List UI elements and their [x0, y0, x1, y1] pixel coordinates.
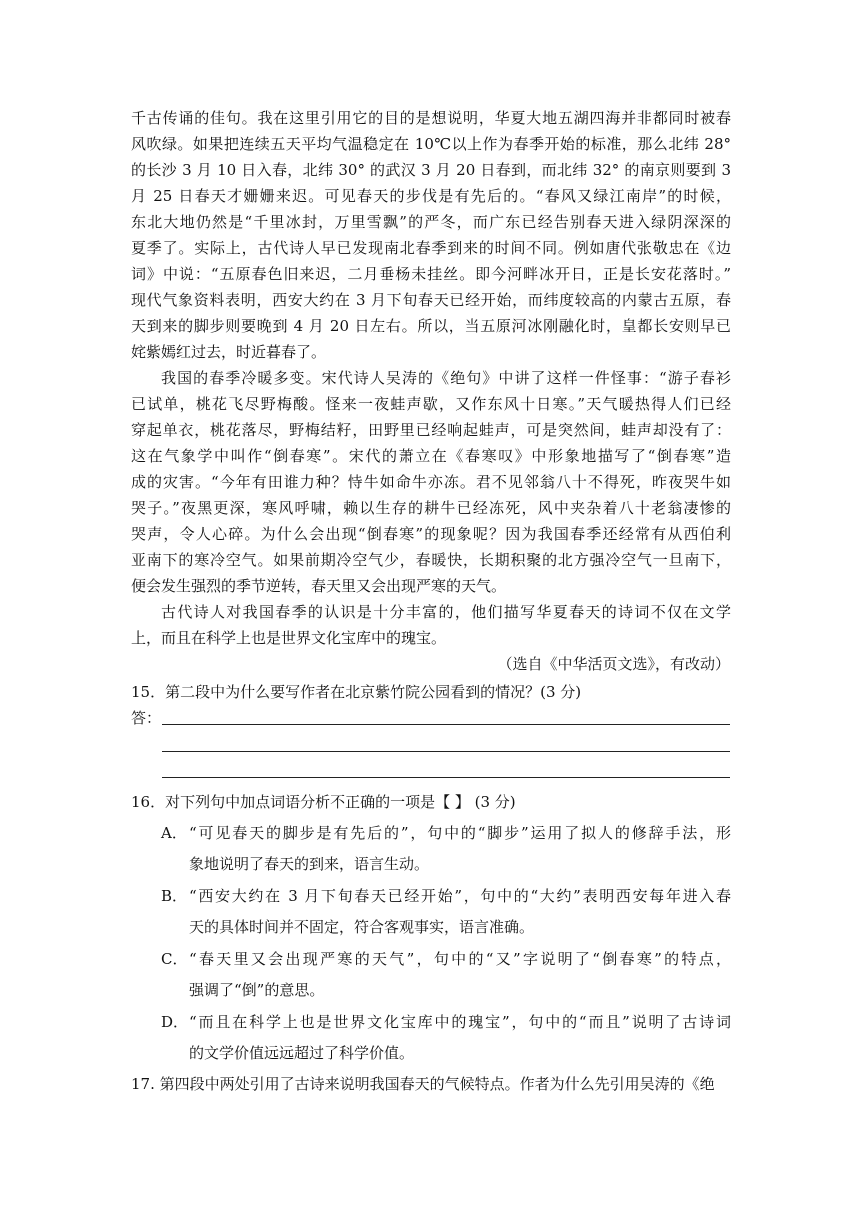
option-a-line: 象地说明了春天的到来，语言生动。 — [189, 855, 430, 873]
passage-line: 夏季了。实际上，古代诗人早已发现南北春季到来的时间不同。例如唐代张敬忠在《边 — [131, 239, 731, 257]
question-15: 15．第二段中为什么要写作者在北京紫竹院公园看到的情况？(3 分) — [131, 683, 582, 701]
option-c-line: “春天里又会出现严寒的天气”，句中的“又”字说明了“倒春寒”的特点， — [189, 950, 731, 968]
passage-line: 已试单，桃花飞尽野梅酸。怪来一夜蛙声歇，又作东风十日寒。”天气暖热得人们已经 — [131, 395, 731, 413]
passage-line: 哭子。”夜黑更深，寒风呼啸，赖以生存的耕牛已经冻死，风中夹杂着八十老翁凄惨的 — [131, 499, 731, 517]
passage-line: 的长沙 3 月 10 日入春，北纬 30° 的武汉 3 月 20 日春到，而北纬 32° 的南京则要到 3 — [131, 161, 731, 179]
answer-line[interactable] — [162, 724, 730, 725]
answer-line[interactable] — [162, 777, 730, 778]
passage-line: 古代诗人对我国春季的认识是十分丰富的，他们描写华夏春天的诗词不仅在文学 — [161, 603, 731, 621]
passage-line: 千古传诵的佳句。我在这里引用它的目的是想说明，华夏大地五湖四海并非都同时被春 — [131, 109, 731, 127]
option-d-line: 的文学价值远远超过了科学价值。 — [189, 1044, 415, 1062]
option-c-key: C． — [161, 950, 188, 968]
source-citation: （选自《中华活页文选》，有改动） — [497, 655, 730, 673]
option-b-line: “西安大约在 3 月下旬春天已经开始”，句中的“大约”表明西安每年进入春 — [189, 887, 731, 905]
passage-line: 现代气象资料表明，西安大约在 3 月下旬春天已经开始，而纬度较高的内蒙古五原，春 — [131, 291, 731, 309]
passage-line: 穿起单衣，桃花落尽，野梅结籽，田野里已经响起蛙声，可是突然间，蛙声却没有了： — [131, 421, 731, 439]
passage-line: 这在气象学中叫作“倒春寒”。宋代的萧立在《春寒叹》中形象地描写了“倒春寒”造 — [131, 447, 731, 465]
passage-line: 词》中说：“五原春色旧来迟，二月垂杨未挂丝。即今河畔冰开日，正是长安花落时。” — [131, 265, 731, 283]
passage-line: 我国的春季冷暖多变。宋代诗人吴涛的《绝句》中讲了这样一件怪事：“游子春衫 — [161, 369, 731, 387]
option-d-line: “而且在科学上也是世界文化宝库中的瑰宝”，句中的“而且”说明了古诗词 — [189, 1013, 731, 1031]
passage-line: 东北大地仍然是“千里冰封，万里雪飘”的严冬，而广东已经告别春天进入绿阴深深的 — [131, 213, 731, 231]
passage-line: 上，而且在科学上也是世界文化宝库中的瑰宝。 — [131, 629, 447, 647]
option-c-line: 强调了“倒”的意思。 — [189, 981, 325, 999]
passage-line: 天到来的脚步则要晚到 4 月 20 日左右。所以，当五原河冰刚融化时，皇都长安则早已 — [131, 317, 731, 335]
option-b-key: B． — [161, 887, 188, 905]
passage-line: 亚南下的寒冷空气。如果前期冷空气少，春暖快，长期积聚的北方强冷空气一旦南下， — [131, 551, 731, 569]
passage-line: 便会发生强烈的季节逆转，春天里又会出现严寒的天气。 — [131, 577, 507, 595]
question-17: 17. 第四段中两处引用了古诗来说明我国春天的气候特点。作者为什么先引用吴涛的《绝 — [131, 1075, 715, 1093]
answer-label: 答： — [131, 709, 162, 727]
option-a-line: “可见春天的脚步是有先后的”，句中的“脚步”运用了拟人的修辞手法，形 — [189, 824, 731, 842]
passage-line: 成的灾害。“今年有田谁力种？恃牛如命牛亦冻。君不见邻翁八十不得死，昨夜哭牛如 — [131, 473, 731, 491]
passage-line: 月 25 日春天才姗姗来迟。可见春天的步伐是有先后的。“春风又绿江南岸”的时候， — [131, 187, 731, 205]
passage-line: 姹紫嫣红过去，时近暮春了。 — [131, 343, 327, 361]
answer-line[interactable] — [162, 751, 730, 752]
question-16: 16．对下列句中加点词语分析不正确的一项是【 】 (3 分) — [131, 793, 516, 811]
passage-line: 风吹绿。如果把连续五天平均气温稳定在 10℃以上作为春季开始的标准，那么北纬 28° — [131, 135, 731, 153]
passage-line: 哭声，令人心碎。为什么会出现“倒春寒”的现象呢？因为我国春季还经常有从西伯利 — [131, 525, 731, 543]
option-d-key: D． — [161, 1013, 189, 1031]
option-b-line: 天的具体时间并不固定，符合客观事实，语言准确。 — [189, 918, 535, 936]
option-a-key: A． — [161, 824, 187, 842]
